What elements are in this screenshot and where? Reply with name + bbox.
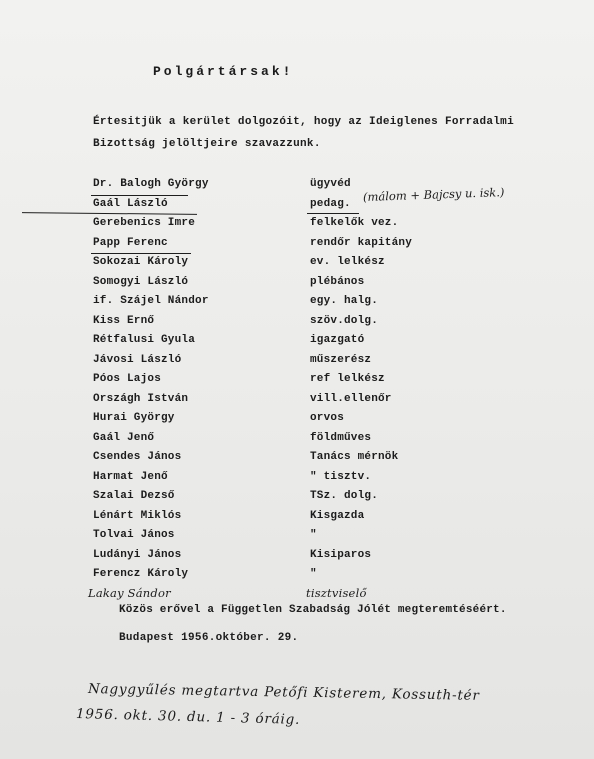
candidate-occupation: Kisgazda (310, 509, 365, 522)
candidate-name: Szalai Dezső (93, 490, 175, 502)
candidate-occupation: tisztviselő (306, 585, 367, 600)
candidate-name: Somogyi László (93, 275, 189, 288)
candidate-occupation: felkelők vez. (310, 217, 399, 229)
candidate-name: Lénárt Miklós (93, 509, 182, 522)
candidate-name: Csendes János (93, 451, 182, 463)
candidate-name: Gerebenics Imre (93, 217, 196, 229)
candidate-row (93, 510, 423, 530)
candidate-name: if. Szájel Nándor (93, 295, 209, 307)
candidate-occupation: vill.ellenőr (310, 392, 392, 405)
candidate-occupation: ref lelkész (310, 373, 385, 385)
document-title: Polgártársak! (153, 64, 294, 79)
candidate-name: Dr. Balogh György (93, 178, 209, 190)
candidate-name: Gaál Jenő (93, 431, 155, 444)
candidate-name: Rétfalusi Gyula (93, 334, 196, 346)
underline-mark (91, 253, 191, 254)
candidate-occupation: ügyvéd (310, 178, 351, 190)
candidate-name: Gaál László (93, 197, 168, 210)
candidate-name: Ferencz Károly (93, 568, 189, 580)
candidate-occupation: " tisztv. (310, 470, 372, 483)
candidate-occupation: orvos (310, 412, 345, 424)
candidate-name: Kiss Ernő (93, 314, 155, 327)
handwritten-note-line: Nagygyűlés megtartva Petőfi Kisterem, Kossuth-tér (87, 681, 480, 704)
candidate-occupation: igazgató (310, 334, 365, 346)
underline-mark (307, 213, 359, 214)
date-line: Budapest 1956.október. 29. (119, 632, 299, 644)
candidate-row (93, 354, 423, 374)
candidate-occupation: műszerész (310, 353, 372, 366)
candidate-row (93, 276, 423, 296)
underline-mark (91, 195, 188, 196)
candidate-row (93, 471, 423, 491)
candidate-name: Lakay Sándor (88, 585, 171, 600)
candidate-occupation: pedag. (310, 197, 351, 210)
candidate-name: Hurai György (93, 412, 175, 424)
candidate-occupation: Tanács mérnök (310, 451, 399, 463)
candidate-row (93, 393, 423, 413)
candidate-list (88, 178, 423, 607)
candidate-row (93, 334, 423, 354)
candidate-occupation: TSz. dolg. (310, 490, 379, 502)
candidate-name: Tolvai János (93, 529, 175, 541)
candidate-occupation: szöv.dolg. (310, 314, 379, 327)
candidate-name: Póos Lajos (93, 373, 162, 385)
candidate-occupation: egy. halg. (310, 295, 379, 307)
closing-line: Közös erővel a Független Szabadság Jólét megteremtéséért. (119, 604, 507, 616)
candidate-name: Papp Ferenc (93, 236, 168, 249)
candidate-row (93, 295, 423, 315)
candidate-name: Harmat Jenő (93, 470, 168, 483)
candidate-row (93, 256, 423, 276)
candidate-row (93, 529, 423, 549)
candidate-row (93, 451, 423, 471)
candidate-occupation: plébános (310, 275, 365, 288)
candidate-occupation: " (310, 529, 317, 541)
candidate-row (93, 315, 423, 335)
intro-paragraph: Értesitjük a kerület dolgozóit, hogy az Ideiglenes Forradalmi Bizottság jelöltjeire szavazzunk. (93, 116, 514, 150)
candidate-occupation: " (310, 568, 317, 580)
candidate-name: Ludányi János (93, 548, 182, 561)
candidate-row (93, 373, 423, 393)
candidate-row (93, 217, 423, 237)
candidate-name: Sokozai Károly (93, 256, 189, 268)
handwritten-note (75, 677, 558, 728)
candidate-row (93, 432, 423, 452)
candidate-row (93, 412, 423, 432)
candidate-name: Jávosi László (93, 353, 182, 366)
candidate-occupation: ev. lelkész (310, 256, 385, 268)
candidate-name: Országh István (93, 392, 189, 405)
candidate-occupation: rendőr kapitány (310, 236, 413, 249)
handwritten-note-line: 1956. okt. 30. du. 1 - 3 óráig. (75, 706, 301, 728)
candidate-row (93, 549, 423, 569)
candidate-occupation: Kisiparos (310, 548, 372, 561)
margin-handwritten-note: (málom + Bajcsy u. isk.) (362, 185, 505, 204)
candidate-occupation: földműves (310, 431, 372, 444)
candidate-row (93, 490, 423, 510)
